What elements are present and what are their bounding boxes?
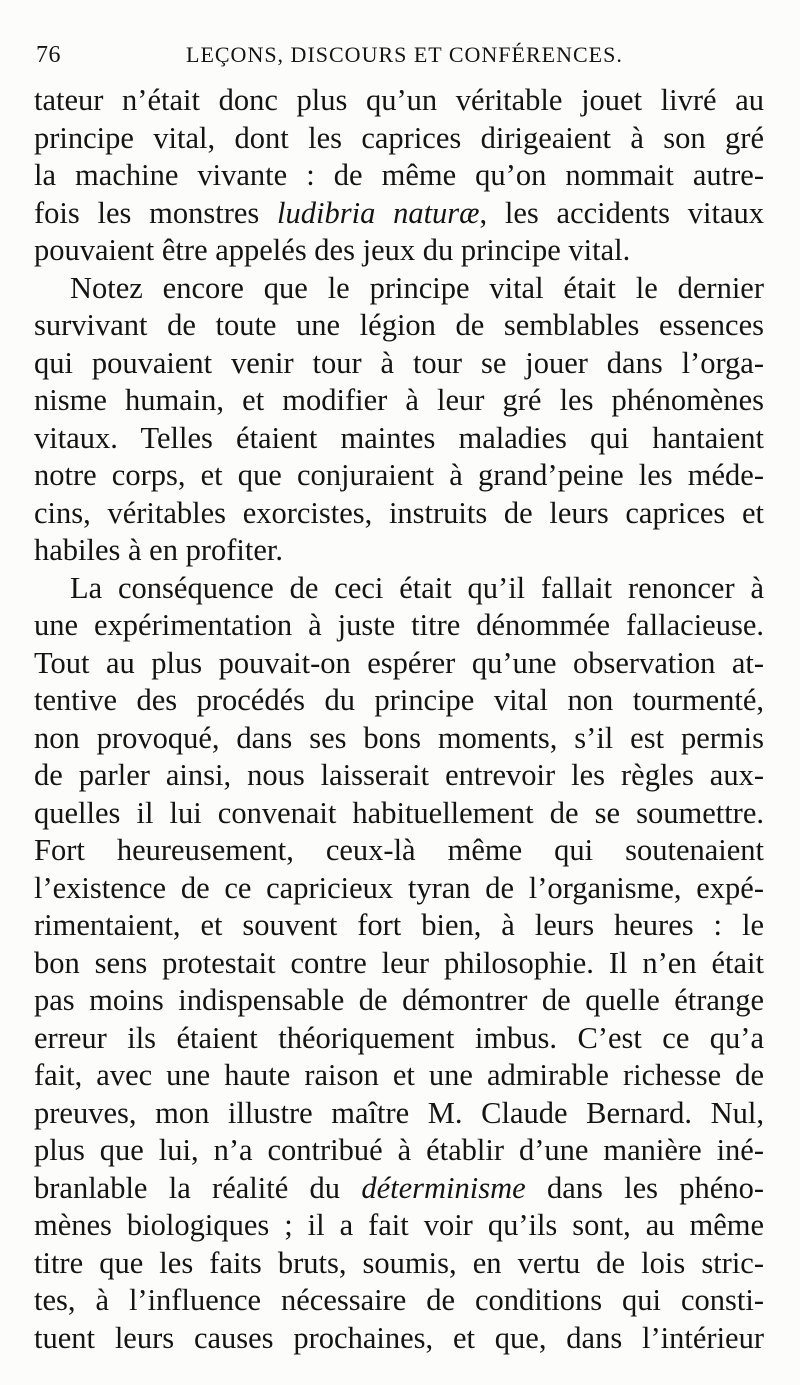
text-line: La conséquence de ceci était qu’il fallait renoncer à [70, 570, 764, 605]
text-line: Tout au plus pouvait-on espérer qu’une observation at- [34, 645, 764, 680]
text-line: notre corps, et que conjuraient à grand’peine les méde- [34, 458, 764, 492]
text-line: Fort heureusement, ceux-là même qui soutenaient [34, 833, 764, 867]
text-line: tuent leurs causes prochaines, et que, dans l’intérieur [34, 1320, 764, 1355]
text-line: erreur ils étaient théoriquement imbus. C’est ce qu’a [34, 1020, 764, 1055]
text-line: non provoqué, dans ses bons moments, s’il est permis [34, 720, 764, 755]
text-line: cins, véritables exorcistes, instruits de leurs caprices et [34, 495, 764, 530]
text-line: nisme humain, et modifier à leur gré les phénomènes [34, 383, 764, 417]
text-line: fois les monstres ludibria naturæ, les accidents vitaux [34, 195, 764, 230]
text-line: survivant de toute une légion de semblables essences [34, 308, 764, 342]
text-line: titre que les faits bruts, soumis, en vertu de lois stric- [34, 1245, 764, 1280]
text-line: habiles à en profiter. [34, 533, 283, 567]
text-line: mènes biologiques ; il a fait voir qu’ils sont, au même [34, 1208, 764, 1242]
text-line: pas moins indispensable de démontrer de quelle étrange [34, 983, 764, 1017]
text-line: tateur n’était donc plus qu’un véritable jouet livré au [34, 83, 764, 117]
italic-phrase: ludibria naturæ [277, 195, 480, 230]
text-line: la machine vivante : de même qu’on nommait autre- [34, 158, 764, 192]
text-line: Notez encore que le principe vital était le dernier [70, 270, 764, 305]
text-line: une expérimentation à juste titre dénommée fallacieuse. [34, 608, 764, 642]
text-line: l’existence de ce capricieux tyran de l’organisme, expé- [34, 870, 764, 905]
text-line: quelles il lui convenait habituellement de se soumettre. [34, 795, 764, 830]
page-number: 76 [36, 42, 61, 68]
text-line: fait, avec une haute raison et une admirable richesse de [34, 1058, 764, 1092]
text-line: vitaux. Telles étaient maintes maladies qui hantaient [34, 420, 764, 455]
running-title: LEÇONS, DISCOURS ET CONFÉRENCES. [186, 42, 623, 67]
italic-phrase: déterminisme [361, 1170, 526, 1205]
text-line: de parler ainsi, nous laisserait entrevoir les règles aux- [34, 758, 764, 792]
text-line: tentive des procédés du principe vital non tourmenté, [34, 683, 764, 717]
text-line: bon sens protestait contre leur philosophie. Il n’en était [34, 945, 764, 980]
text-line: preuves, mon illustre maître M. Claude Bernard. Nul, [34, 1095, 764, 1130]
text-line: tes, à l’influence nécessaire de conditions qui consti- [34, 1283, 764, 1317]
page-header [36, 38, 766, 74]
text-line: pouvaient être appelés des jeux du principe vital. [34, 233, 631, 267]
text-line: branlable la réalité du déterminisme dans les phéno- [34, 1170, 764, 1205]
body-text [34, 82, 764, 1357]
text-line: qui pouvaient venir tour à tour se jouer dans l’orga- [34, 345, 764, 380]
text-line: principe vital, dont les caprices dirigeaient à son gré [34, 120, 764, 155]
text-line: rimentaient, et souvent fort bien, à leurs heures : le [34, 908, 764, 942]
text-line: plus que lui, n’a contribué à établir d’une manière iné- [34, 1133, 764, 1167]
